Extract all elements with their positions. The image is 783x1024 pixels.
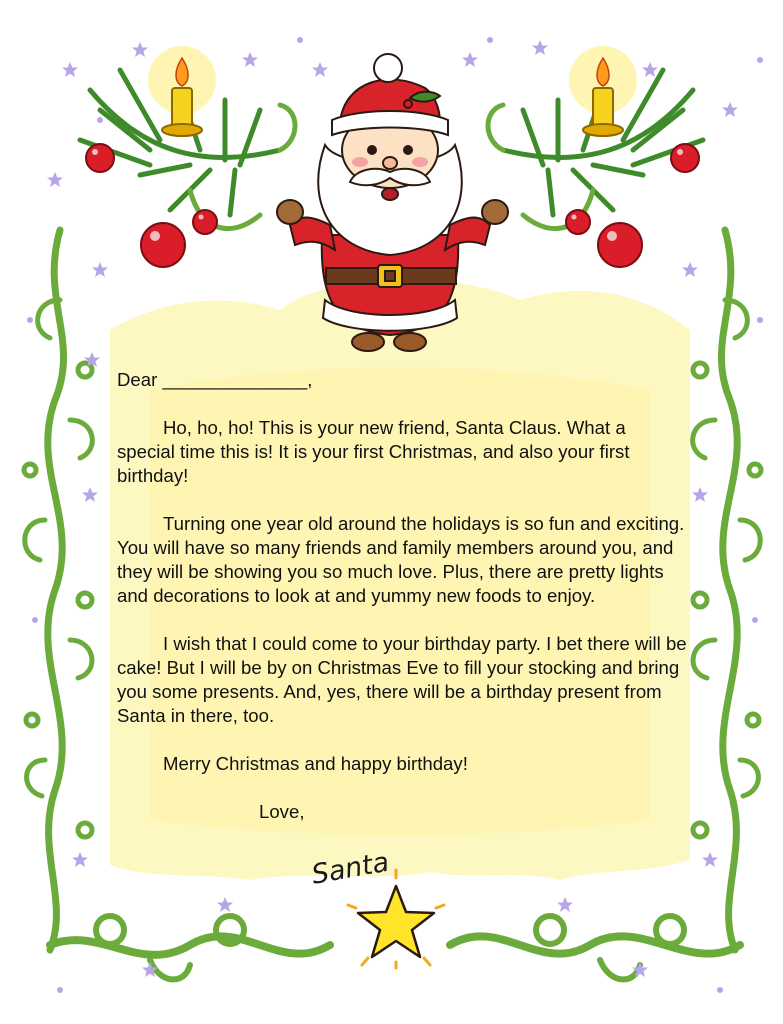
candle-icon bbox=[148, 46, 216, 136]
left-pine-decoration bbox=[80, 46, 295, 267]
left-vine-border bbox=[24, 230, 92, 950]
gold-star-icon bbox=[348, 870, 444, 968]
closing-line: Merry Christmas and happy birthday! bbox=[163, 753, 468, 774]
candle-icon bbox=[569, 46, 637, 136]
santa-signature: Santa bbox=[309, 846, 392, 891]
paragraph-3: I wish that I could come to your birthday party. I bet there will be cake! But I will be by on Christmas Eve to fill your stocking and bring you some presents. And, yes, there will be a birthday present from Santa in there, too. bbox=[117, 633, 687, 726]
paragraph-2: Turning one year old around the holidays is so fun and exciting. You will have so many friends and family members around you, and they will be showing you so much love. Plus, there are pretty lights and decorations to look at and yummy new foods to enjoy. bbox=[117, 513, 685, 606]
star-icon bbox=[62, 62, 78, 77]
right-vine-border bbox=[693, 230, 761, 950]
signoff-line: Love, bbox=[259, 801, 305, 822]
greeting-line: Dear ______________, bbox=[117, 369, 313, 390]
right-pine-decoration bbox=[488, 46, 703, 267]
letter-body bbox=[117, 368, 687, 824]
paragraph-1: Ho, ho, ho! This is your new friend, Santa Claus. What a special time this is! It is your first Christmas, and also your first birthday! bbox=[117, 417, 630, 486]
